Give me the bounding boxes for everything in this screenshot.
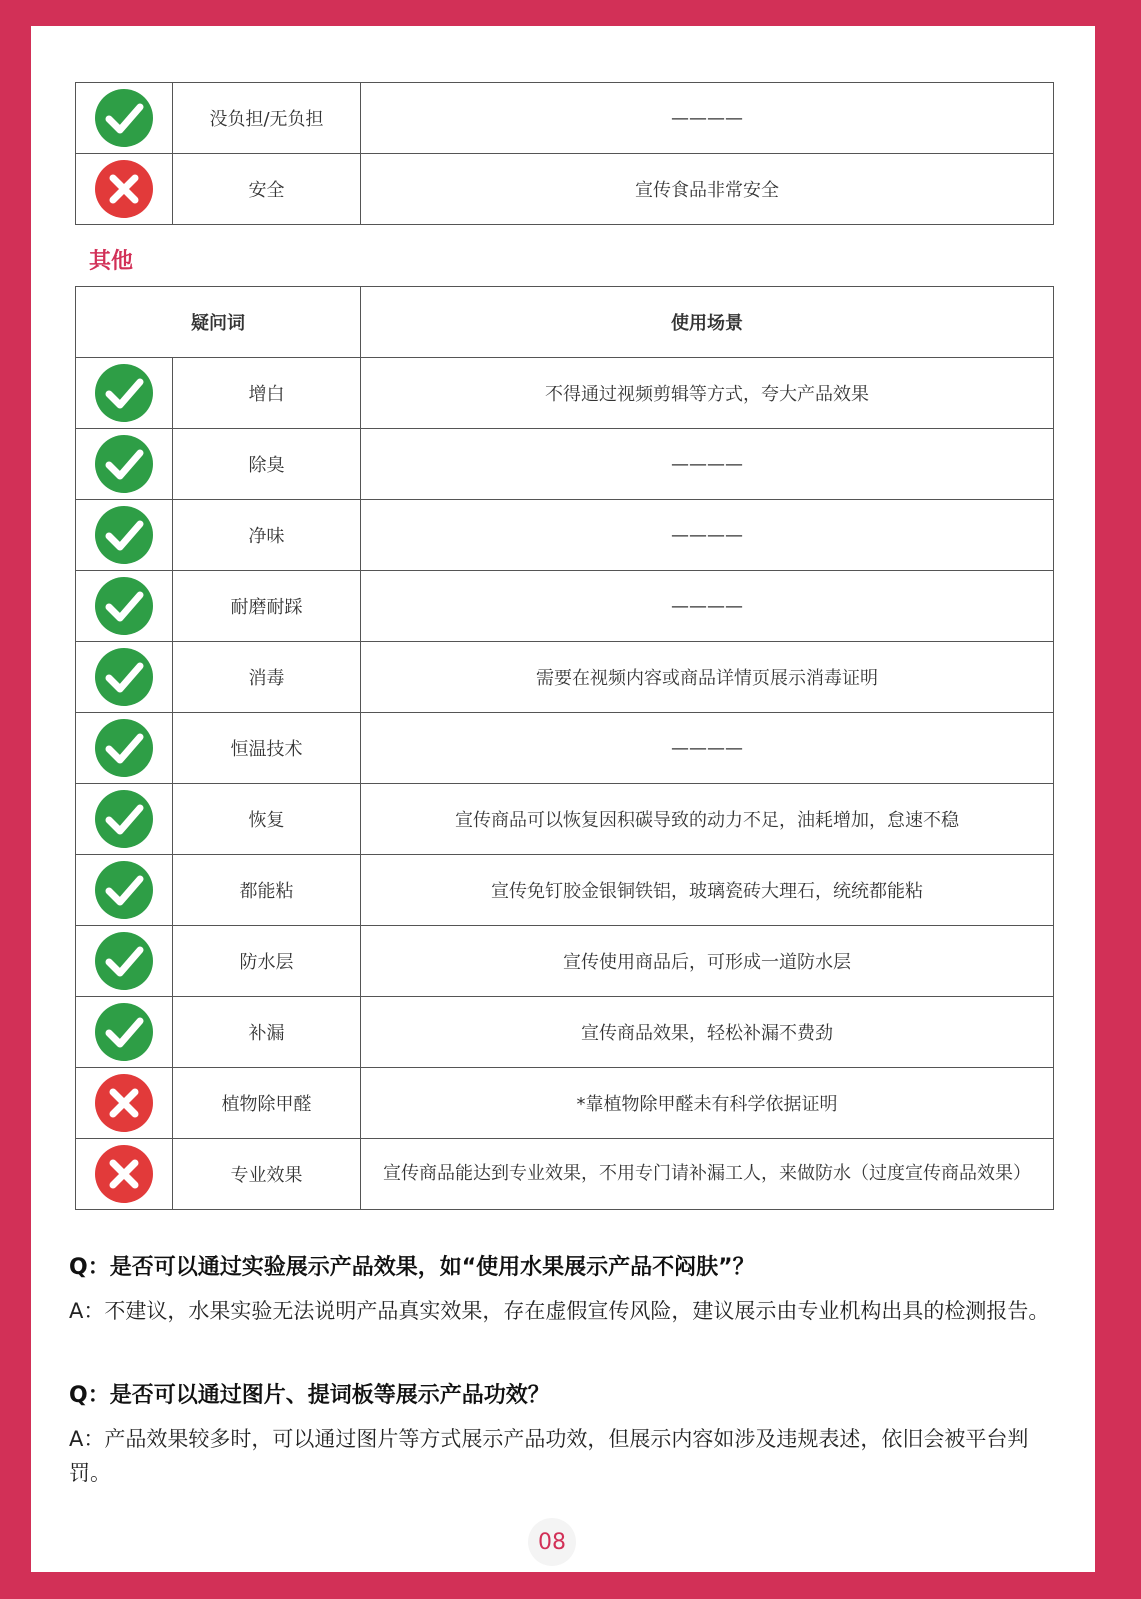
status-cell [76, 713, 173, 784]
scene-cell: ———— [361, 429, 1054, 500]
check-icon [94, 434, 154, 494]
scene-cell: 宣传食品非常安全 [361, 154, 1054, 225]
check-icon [94, 789, 154, 849]
status-cell [76, 642, 173, 713]
word-cell: 补漏 [173, 997, 361, 1068]
check-icon [94, 576, 154, 636]
scene-cell: 需要在视频内容或商品详情页展示消毒证明 [361, 642, 1054, 713]
check-icon [94, 718, 154, 778]
question: Q：是否可以通过实验展示产品效果，如“使用水果展示产品不闷肤”？ [69, 1255, 755, 1280]
status-cell [76, 997, 173, 1068]
word-cell: 恒温技术 [173, 713, 361, 784]
word-cell: 防水层 [173, 926, 361, 997]
scene-cell: 宣传商品效果，轻松补漏不费劲 [361, 997, 1054, 1068]
status-cell [76, 429, 173, 500]
table-row [76, 784, 1054, 855]
scene-cell: 宣传免钉胶金银铜铁铝，玻璃瓷砖大理石，统统都能粘 [361, 855, 1054, 926]
status-cell [76, 784, 173, 855]
scene-cell: 宣传使用商品后，可形成一道防水层 [361, 926, 1054, 997]
status-cell [76, 154, 173, 225]
table-header-row [76, 287, 1054, 358]
answer: A：产品效果较多时，可以通过图片等方式展示产品功效，但展示内容如涉及违规表述，依旧会被平台判罚。 [69, 1427, 1029, 1485]
check-icon [94, 88, 154, 148]
header-scene: 使用场景 [361, 287, 1054, 358]
section-title: 其他 [89, 249, 134, 274]
word-cell: 净味 [173, 500, 361, 571]
check-icon [94, 647, 154, 707]
status-cell [76, 926, 173, 997]
scene-cell: ———— [361, 500, 1054, 571]
table-row [76, 1139, 1054, 1210]
scene-cell: ———— [361, 713, 1054, 784]
status-cell [76, 1068, 173, 1139]
table-row [76, 855, 1054, 926]
page [31, 26, 1095, 1572]
word-cell: 没负担/无负担 [173, 83, 361, 154]
word-cell: 除臭 [173, 429, 361, 500]
header-word: 疑问词 [76, 287, 361, 358]
scene-cell: ———— [361, 571, 1054, 642]
table-row [76, 713, 1054, 784]
scene-cell: 宣传商品能达到专业效果，不用专门请补漏工人，来做防水（过度宣传商品效果） [361, 1139, 1054, 1210]
check-icon [94, 363, 154, 423]
word-cell: 安全 [173, 154, 361, 225]
table-row [76, 1068, 1054, 1139]
word-cell: 增白 [173, 358, 361, 429]
cross-icon [94, 1144, 154, 1204]
table-row [76, 500, 1054, 571]
status-cell [76, 1139, 173, 1210]
answer: A：不建议，水果实验无法说明产品真实效果，存在虚假宣传风险，建议展示由专业机构出具的检测报告。 [69, 1299, 1050, 1323]
table-row [76, 571, 1054, 642]
page-number: 08 [528, 1518, 576, 1566]
word-cell: 恢复 [173, 784, 361, 855]
scene-cell: *靠植物除甲醛未有科学依据证明 [361, 1068, 1054, 1139]
qa-2 [69, 1380, 1059, 1490]
table-row [76, 429, 1054, 500]
table-row [76, 642, 1054, 713]
table-row [76, 997, 1054, 1068]
status-cell [76, 500, 173, 571]
check-icon [94, 860, 154, 920]
cross-icon [94, 1073, 154, 1133]
table-row [76, 358, 1054, 429]
question: Q：是否可以通过图片、提词板等展示产品功效？ [69, 1383, 550, 1408]
table-row [76, 154, 1054, 225]
check-icon [94, 505, 154, 565]
qa-1 [69, 1252, 1059, 1328]
status-cell [76, 855, 173, 926]
table-row [76, 926, 1054, 997]
main-table [75, 286, 1054, 1210]
word-cell: 植物除甲醛 [173, 1068, 361, 1139]
scene-cell: ———— [361, 83, 1054, 154]
scene-cell: 不得通过视频剪辑等方式，夸大产品效果 [361, 358, 1054, 429]
status-cell [76, 358, 173, 429]
status-cell [76, 571, 173, 642]
word-cell: 专业效果 [173, 1139, 361, 1210]
check-icon [94, 1002, 154, 1062]
word-cell: 消毒 [173, 642, 361, 713]
word-cell: 耐磨耐踩 [173, 571, 361, 642]
table-row [76, 83, 1054, 154]
top-table [75, 82, 1054, 225]
cross-icon [94, 159, 154, 219]
status-cell [76, 83, 173, 154]
scene-cell: 宣传商品可以恢复因积碳导致的动力不足，油耗增加，怠速不稳 [361, 784, 1054, 855]
word-cell: 都能粘 [173, 855, 361, 926]
check-icon [94, 931, 154, 991]
